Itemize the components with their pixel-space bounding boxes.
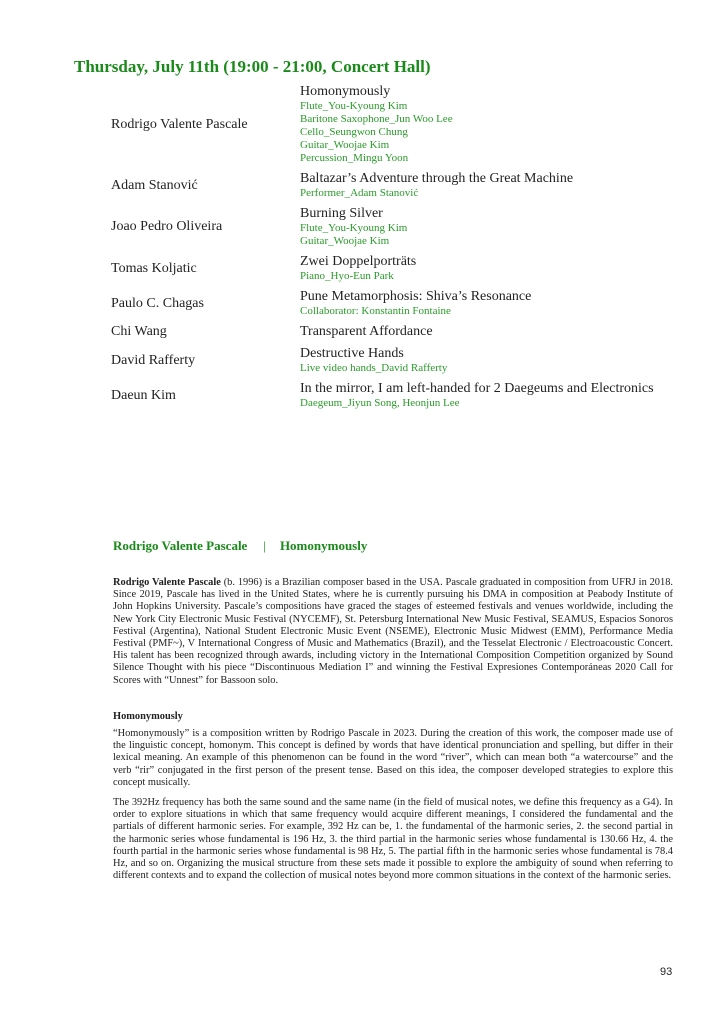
program-row xyxy=(111,324,671,340)
piece-title: Baltazar’s Adventure through the Great Machine xyxy=(300,171,574,186)
piece-title: In the mirror, I am left-handed for 2 Daegeums and Electronics xyxy=(300,381,654,396)
performer: Baritone Saxophone_Jun Woo Lee xyxy=(300,113,453,125)
piece-title: Transparent Affordance xyxy=(300,324,433,339)
program-row xyxy=(111,206,671,248)
performer: Piano_Hyo-Eun Park xyxy=(300,270,394,282)
piece xyxy=(300,84,671,165)
work-description-1: “Homonymously” is a composition written by Rodrigo Pascale in 2023. During the creation of this work, the composer made use of the linguistic concept, homonym. This concept is defined by words that have identical pronunciation and spelling, but differ in their lexical meaning. An example of this phenomenon can be found in the word “river”, which can mean both “a watercourse” and the verb “rir” conjugated in the first person of the present tense. Based on this idea, the composer developed strategies to explore this concept musically. xyxy=(113,728,673,788)
performer: Percussion_Mingu Yoon xyxy=(300,152,409,164)
piece xyxy=(300,289,671,318)
piece-title: Homonymously xyxy=(300,84,391,99)
day-title: Thursday, July 11th (19:00 - 21:00, Concert Hall) xyxy=(74,57,431,76)
program-row xyxy=(111,381,671,410)
performer: Daegeum_Jiyun Song, Heonjun Lee xyxy=(300,397,460,409)
composer-name: Adam Stanović xyxy=(111,177,198,193)
bio-name: Rodrigo Valente Pascale xyxy=(113,577,221,588)
performer: Flute_You-Kyoung Kim xyxy=(300,222,408,234)
performer: Live video hands_David Rafferty xyxy=(300,362,448,374)
piece xyxy=(300,381,671,410)
piece xyxy=(300,324,671,340)
composer-name: Chi Wang xyxy=(111,324,167,339)
composer-name: Daeun Kim xyxy=(111,387,176,403)
section-composer: Rodrigo Valente Pascale xyxy=(113,538,248,553)
composer-name: David Rafferty xyxy=(111,352,196,368)
performer: Flute_You-Kyoung Kim xyxy=(300,100,408,112)
bio-text: (b. 1996) is a Brazilian composer based in the USA. Pascale graduated in composition from UFRJ in 2018. Since 2019, Pascale has lived in the United States, where he is currently pursuing his DMA in composition at Peabody Institute of John Hopkins University. Pascale’s compositions have graced the stages of esteemed festivals and venues worldwide, including the New York City Electronic Music Festival (NYCEMF), St. Petersburg International New Music Festival, SEAMUS, Espacios Sonoros Festival (Argentina), National Student Electronic Music Event (NSEME), Electronic Music Midwest (EMM), Performance Media Festival (PMF~), V International Congress of Music and Mathematics (Brazil), and the Tesselat Electronic / Electroacoustic Concert. His talent has been recognized through awards, including victory in the International Composition Competition organized by Sound Silence Thought with his piece “Discontinuous Mediation I” and winning the Festival Expresiones Contemporáneas 2020 Call for Scores with “Unnest” for Bassoon solo. xyxy=(113,577,673,686)
piece xyxy=(300,346,671,375)
program-row xyxy=(111,84,671,165)
composer-name: Tomas Koljatic xyxy=(111,260,197,276)
composer-name: Rodrigo Valente Pascale xyxy=(111,116,248,132)
section-heading xyxy=(113,538,367,554)
composer-bio xyxy=(113,577,673,687)
section-separator: | xyxy=(263,538,266,553)
performer: Guitar_Woojae Kim xyxy=(300,235,390,247)
piece-title: Zwei Doppelporträts xyxy=(300,254,417,269)
page-number: 93 xyxy=(660,966,673,978)
performer: Guitar_Woojae Kim xyxy=(300,139,390,151)
performer: Collaborator: Konstantin Fontaine xyxy=(300,305,451,317)
section-title: Homonymously xyxy=(279,538,368,553)
piece xyxy=(300,254,671,283)
piece xyxy=(300,206,671,248)
program-row xyxy=(111,289,671,318)
program-row xyxy=(111,254,671,283)
work-heading: Homonymously xyxy=(113,711,183,722)
program-row xyxy=(111,171,671,200)
piece-title: Destructive Hands xyxy=(300,346,404,361)
piece-title: Pune Metamorphosis: Shiva’s Resonance xyxy=(300,289,532,304)
work-description-2: The 392Hz frequency has both the same sound and the same name (in the field of musical notes, we define this frequency as a G4). In order to explore situations in which that same frequency would acquire different meanings, I considered the fundamental and the partials of different harmonic series. For example, 392 Hz can be, 1. the fundamental of the harmonic series, 2. the second partial in the harmonic series whose fundamental is 196 Hz, 3. the third partial in the harmonic series whose fundamental is 130.66 Hz, 4. the fourth partial in the harmonic series whose fundamental is 98 Hz, 5. The partial fifth in the harmonic series whose fundamental is 78.4 Hz, and so on. Organizing the musical structure from these sets made it possible to explore the ambiguity of sound when referring to different contexts and to expand the collection of musical notes beyond more common situations in the context of the harmonic series. xyxy=(113,797,673,882)
performer: Performer_Adam Stanović xyxy=(300,187,419,199)
piece-title: Burning Silver xyxy=(300,206,383,221)
composer-name: Joao Pedro Oliveira xyxy=(111,219,223,234)
composer-name: Paulo C. Chagas xyxy=(111,295,204,311)
program-row xyxy=(111,346,671,375)
performer: Cello_Seungwon Chung xyxy=(300,126,408,138)
program-list xyxy=(111,84,671,416)
piece xyxy=(300,171,671,200)
